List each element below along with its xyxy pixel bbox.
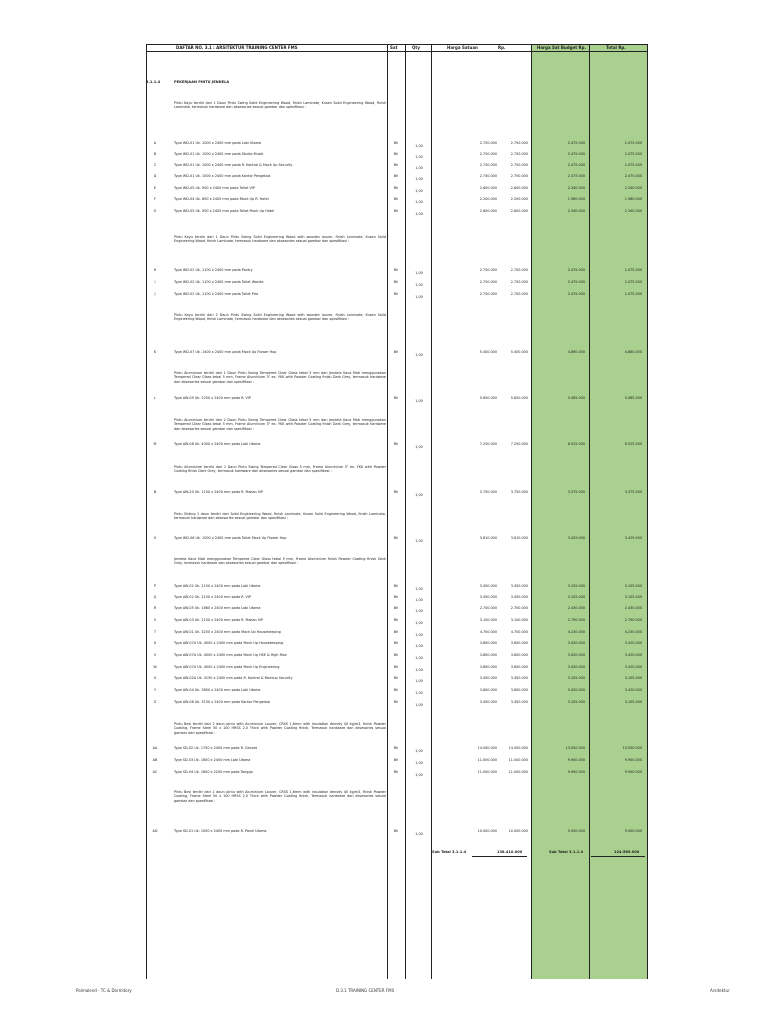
group-description: Pintu Kayu terdiri dari 1 Daun Pintu Swing Solid Engineering Wood, finish Laminate, Kusen Solid Engineering Wood, finish Laminate, termasuk hardware dan aksesories sesuai gambar dan spesifikasi : bbox=[174, 101, 386, 110]
item-sat: Bh bbox=[393, 770, 399, 774]
item-code: I bbox=[154, 280, 156, 284]
item-vol: 1,00 bbox=[415, 633, 423, 637]
item-tot: 3.105.000 bbox=[624, 700, 642, 704]
item-hs: 2.600.000 bbox=[479, 209, 497, 213]
item-hsb: 1.980.000 bbox=[567, 197, 585, 201]
item-tot: 2.475.000 bbox=[624, 174, 642, 178]
item-vol: 1,00 bbox=[415, 679, 423, 683]
item-code: N bbox=[153, 490, 157, 494]
item-sat: Bh bbox=[393, 350, 399, 354]
item-desc: Type WD-06 Uk. 1000 x 2400 mm pada Toilet Mock Up Flower Hop bbox=[174, 536, 287, 540]
item-hsb: 2.340.000 bbox=[567, 209, 585, 213]
item-tot: 3.420.000 bbox=[624, 653, 642, 657]
group-description: Jendela Kaca Mati menggunakan Tempered Clear Glass tebal 5 mm, Frame Aluminium finish Powder Coating finish Dark Grey, termasuk hardware dan aksesories sesuai gambar dan spesifikasi : bbox=[174, 557, 386, 566]
item-code: E bbox=[153, 186, 157, 190]
item-desc: Type WD-04 Uk. 800 x 2400 mm pada Mock Up R. Hotel bbox=[174, 197, 269, 201]
item-hsb: 2.475.000 bbox=[567, 280, 585, 284]
item-rp: 3.800.000 bbox=[510, 653, 528, 657]
item-desc: Type WD-01 Uk. 1000 x 2400 mm pada Kantor Pengelola bbox=[174, 174, 271, 178]
item-rp: 5.650.000 bbox=[510, 396, 528, 400]
item-sat: Bh bbox=[393, 758, 399, 762]
item-hs: 2.600.000 bbox=[479, 186, 497, 190]
item-code: B bbox=[153, 152, 157, 156]
item-hs: 5.650.000 bbox=[479, 396, 497, 400]
item-tot: 3.420.000 bbox=[624, 641, 642, 645]
item-sat: Bh bbox=[393, 396, 399, 400]
item-sat: Bh bbox=[393, 653, 399, 657]
item-code: J bbox=[154, 292, 156, 296]
column-line bbox=[387, 44, 388, 979]
item-rp: 3.450.000 bbox=[510, 595, 528, 599]
item-hs: 3.450.000 bbox=[479, 595, 497, 599]
item-desc: Type WD-07 Uk. 1400 x 2400 mm pada Mock Up Flower Hop bbox=[174, 350, 277, 354]
item-rp: 4.700.000 bbox=[510, 630, 528, 634]
item-hs: 3.800.000 bbox=[479, 641, 497, 645]
item-desc: Type WD-01 Uk. 1000 x 2400 mm pada R. Kontrol & Mock Up Security bbox=[174, 163, 293, 167]
item-rp: 3.450.000 bbox=[510, 584, 528, 588]
item-desc: Type WD-05 Uk. 900 x 2400 mm pada Toilet Mock Up Hotel bbox=[174, 209, 275, 213]
item-rp: 10.000.000 bbox=[508, 829, 528, 833]
item-code: G bbox=[153, 209, 157, 213]
item-hs: 3.450.000 bbox=[479, 676, 497, 680]
item-rp: 3.800.000 bbox=[510, 641, 528, 645]
section-title: PEKERJAAN PINTU JENDELA bbox=[174, 80, 230, 84]
item-tot: 3.420.000 bbox=[624, 665, 642, 669]
column-line bbox=[146, 44, 147, 979]
column-line bbox=[405, 44, 406, 979]
item-hsb: 2.475.000 bbox=[567, 268, 585, 272]
item-code: AB bbox=[152, 758, 158, 762]
item-hsb: 9.000.000 bbox=[567, 829, 585, 833]
item-rp: 11.000.000 bbox=[508, 758, 528, 762]
item-desc: Type AW-07A Uk. 4000 x 2400 mm pada Mock Up Engineering bbox=[174, 665, 280, 669]
item-desc: Type AW-07A Uk. 4000 x 2400 mm pada Mock Up HSE & High Rise bbox=[174, 653, 287, 657]
item-code: AC bbox=[152, 770, 158, 774]
item-code: T bbox=[153, 630, 157, 634]
item-code: Y bbox=[153, 688, 157, 692]
item-tot: 3.105.000 bbox=[624, 676, 642, 680]
item-desc: Type AW-02 Uk. 2150 x 2400 mm pada R. VIP bbox=[174, 595, 251, 599]
header-rp: Rp. bbox=[498, 45, 506, 50]
item-vol: 1,00 bbox=[415, 144, 423, 148]
item-vol: 1,00 bbox=[415, 295, 423, 299]
item-desc: Type AW-20 Uk. 1100 x 2400 mm pada R. Makan VIP bbox=[174, 490, 264, 494]
item-sat: Bh bbox=[393, 197, 399, 201]
item-vol: 1,00 bbox=[415, 749, 423, 753]
item-code: S bbox=[153, 618, 157, 622]
item-vol: 1,00 bbox=[415, 353, 423, 357]
item-tot: 4.860.000 bbox=[624, 350, 642, 354]
item-sat: Bh bbox=[393, 174, 399, 178]
item-rp: 3.450.000 bbox=[510, 676, 528, 680]
item-hs: 2.200.000 bbox=[479, 197, 497, 201]
item-desc: Type AW-02 Uk. 2150 x 2400 mm pada Lobi Utama bbox=[174, 584, 261, 588]
item-tot: 2.790.000 bbox=[624, 618, 642, 622]
item-sat: Bh bbox=[393, 630, 399, 634]
item-hsb: 2.790.000 bbox=[567, 618, 585, 622]
item-vol: 1,00 bbox=[415, 656, 423, 660]
item-hsb: 3.420.000 bbox=[567, 641, 585, 645]
item-tot: 4.230.000 bbox=[624, 630, 642, 634]
item-sat: Bh bbox=[393, 442, 399, 446]
group-description: Pintu Besi terdiri dari 2 daun pintu with Aluminium Louver, CRSS 1,6mm with insulation density 40 kg/m3, finish Powder Coating, Frame Steel 50 x 100 HRSS 2,0 Thick with Powder Coating finish, Termasuk hardware dan aksesories sesuai gambar dan spesifikasi : bbox=[174, 722, 386, 735]
item-hsb: 4.230.000 bbox=[567, 630, 585, 634]
item-rp: 2.200.000 bbox=[510, 197, 528, 201]
item-tot: 9.000.000 bbox=[624, 829, 642, 833]
item-hs: 3.450.000 bbox=[479, 584, 497, 588]
item-vol: 1,00 bbox=[415, 598, 423, 602]
item-desc: Type AW-06 Uk. 3150 x 2400 mm pada Kantor Pengelola bbox=[174, 700, 270, 704]
footer-center: D.3.1 TRAINING CENTER FMS bbox=[336, 988, 395, 993]
item-vol: 1,00 bbox=[415, 166, 423, 170]
item-vol: 1,00 bbox=[415, 621, 423, 625]
item-hsb: 3.420.000 bbox=[567, 688, 585, 692]
item-hs: 2.750.000 bbox=[479, 268, 497, 272]
item-vol: 1,00 bbox=[415, 587, 423, 591]
item-vol: 1,00 bbox=[415, 200, 423, 204]
item-vol: 1,00 bbox=[415, 493, 423, 497]
item-vol: 1,00 bbox=[415, 703, 423, 707]
item-vol: 1,00 bbox=[415, 539, 423, 543]
group-description: Pintu Kayu terdiri dari 1 Daun Pintu Swing Solid Engineering Wood with wooden louver, finish Laminate, Kusen Solid Engineering Wood, finish Laminate, termasuk hardware dan aksesories sesuai gambar dan spesifikasi : bbox=[174, 235, 386, 244]
item-hsb: 9.900.000 bbox=[567, 758, 585, 762]
item-vol: 1,00 bbox=[415, 283, 423, 287]
item-hsb: 2.475.000 bbox=[567, 292, 585, 296]
item-hs: 2.750.000 bbox=[479, 174, 497, 178]
item-rp: 2.750.000 bbox=[510, 163, 528, 167]
item-vol: 1,00 bbox=[415, 177, 423, 181]
subtotal-underline bbox=[472, 856, 527, 857]
item-hsb: 2.430.000 bbox=[567, 606, 585, 610]
item-rp: 7.250.000 bbox=[510, 442, 528, 446]
item-hs: 11.000.000 bbox=[477, 770, 497, 774]
item-tot: 6.525.000 bbox=[624, 442, 642, 446]
column-line bbox=[589, 44, 590, 979]
item-tot: 2.430.000 bbox=[624, 606, 642, 610]
item-desc: Type AW-02A Uk. 3150 x 2400 mm pada R. Kontrol & Mockup Security bbox=[174, 676, 293, 680]
column-line bbox=[531, 44, 532, 979]
item-hs: 2.750.000 bbox=[479, 141, 497, 145]
item-hsb: 3.105.000 bbox=[567, 700, 585, 704]
item-tot: 2.475.000 bbox=[624, 268, 642, 272]
item-sat: Bh bbox=[393, 606, 399, 610]
item-hsb: 3.375.000 bbox=[567, 490, 585, 494]
item-desc: Type SD-04 Uk. 1600 x 2200 mm pada Tangga bbox=[174, 770, 253, 774]
item-tot: 13.050.000 bbox=[622, 746, 642, 750]
item-desc: Type AW-05 Uk. 1860 x 2400 mm pada Lobi Utama bbox=[174, 606, 261, 610]
item-hsb: 3.420.000 bbox=[567, 665, 585, 669]
item-vol: 1,00 bbox=[415, 445, 423, 449]
group-description: Pintu Kayu terdiri dari 2 Daun Pintu Swing Solid Engineering Wood with wooden louver, finish Laminate, Kusen Solid Engineering Wood, finish Laminate, termasuk hardware dan aksesories sesuai gambar dan spesifikasi : bbox=[174, 313, 386, 322]
item-hsb: 2.475.000 bbox=[567, 163, 585, 167]
item-tot: 3.375.000 bbox=[624, 490, 642, 494]
item-hs: 5.400.000 bbox=[479, 350, 497, 354]
item-rp: 2.750.000 bbox=[510, 280, 528, 284]
item-code: A bbox=[153, 141, 157, 145]
section-code: 3.1.1.4 bbox=[146, 80, 161, 84]
item-vol: 1,00 bbox=[415, 399, 423, 403]
item-rp: 3.800.000 bbox=[510, 665, 528, 669]
item-sat: Bh bbox=[393, 641, 399, 645]
item-desc: Type AW-03 Uk. 2150 x 2400 mm pada R. Makan VIP bbox=[174, 618, 264, 622]
item-tot: 2.475.000 bbox=[624, 152, 642, 156]
item-rp: 2.600.000 bbox=[510, 186, 528, 190]
item-vol: 1,00 bbox=[415, 691, 423, 695]
item-tot: 2.340.000 bbox=[624, 186, 642, 190]
item-tot: 3.420.000 bbox=[624, 688, 642, 692]
group-description: Pintu Aluminium terdiri dari 1 Daun Pintu Swing Tempered Clear Glass tebal 5 mm dan Jendela Kaca Mati menggunakan Tempered Clear Glass tebal 5 mm, Frame Aluminium 3" ex. YKK with Powder Coating finish Dark Grey, termasuk hardware dan aksesories sesuai gambar dan spesifikasi : bbox=[174, 371, 386, 384]
item-rp: 5.400.000 bbox=[510, 350, 528, 354]
item-hsb: 3.420.000 bbox=[567, 653, 585, 657]
item-code: H bbox=[153, 268, 157, 272]
item-tot: 2.475.000 bbox=[624, 163, 642, 167]
item-code: O bbox=[153, 536, 157, 540]
column-line bbox=[647, 44, 648, 979]
item-desc: Type SD-01 Uk. 1000 x 2400 mm pada R. Panel Utama bbox=[174, 829, 267, 833]
item-rp: 3.750.000 bbox=[510, 490, 528, 494]
item-tot: 9.900.000 bbox=[624, 758, 642, 762]
item-vol: 1,00 bbox=[415, 155, 423, 159]
item-tot: 2.475.000 bbox=[624, 292, 642, 296]
item-hs: 14.500.000 bbox=[477, 746, 497, 750]
subtotal-label: Sub Total 3.1.1.4 bbox=[432, 850, 467, 854]
item-rp: 2.700.000 bbox=[510, 606, 528, 610]
column-line bbox=[431, 44, 432, 979]
item-hs: 3.100.000 bbox=[479, 618, 497, 622]
group-description: Pintu Aluminium terdiri dari 2 Daun Pintu Swing Tempered Clear Glass tebal 5 mm dan Jendela Kaca Mati menggunakan Tempered Clear Glass tebal 5 mm, Frame Aluminium 3" ex. YKK with Powder Coating finish Dark Grey, termasuk hardware dan aksesories sesuai gambar dan spesifikasi : bbox=[174, 418, 386, 431]
item-sat: Bh bbox=[393, 292, 399, 296]
item-hs: 10.000.000 bbox=[477, 829, 497, 833]
item-hsb: 2.475.000 bbox=[567, 152, 585, 156]
item-sat: Bh bbox=[393, 676, 399, 680]
item-rp: 2.750.000 bbox=[510, 141, 528, 145]
item-rp: 3.450.000 bbox=[510, 700, 528, 704]
subtotal-budget-underline bbox=[591, 856, 645, 857]
item-tot: 3.105.000 bbox=[624, 595, 642, 599]
item-hsb: 5.085.000 bbox=[567, 396, 585, 400]
item-code: AA bbox=[152, 746, 158, 750]
item-rp: 2.750.000 bbox=[510, 268, 528, 272]
item-tot: 5.085.000 bbox=[624, 396, 642, 400]
item-vol: 1,00 bbox=[415, 668, 423, 672]
item-tot: 2.475.000 bbox=[624, 280, 642, 284]
item-sat: Bh bbox=[393, 688, 399, 692]
footer-left: Polmalend - TC & Dormitory bbox=[76, 988, 132, 993]
item-code: M bbox=[153, 442, 157, 446]
item-sat: Bh bbox=[393, 829, 399, 833]
item-hs: 3.750.000 bbox=[479, 490, 497, 494]
item-hsb: 3.105.000 bbox=[567, 584, 585, 588]
item-desc: Type SD-02 Uk. 1750 x 2400 mm pada R. Genset bbox=[174, 746, 257, 750]
item-sat: Bh bbox=[393, 595, 399, 599]
item-sat: Bh bbox=[393, 584, 399, 588]
item-code: R bbox=[153, 606, 157, 610]
item-code: C bbox=[153, 163, 157, 167]
item-sat: Bh bbox=[393, 209, 399, 213]
item-hsb: 13.050.000 bbox=[565, 746, 585, 750]
item-sat: Bh bbox=[393, 163, 399, 167]
item-sat: Bh bbox=[393, 141, 399, 145]
item-code: K bbox=[153, 350, 157, 354]
item-hs: 2.750.000 bbox=[479, 292, 497, 296]
item-desc: Type AW-04 Uk. 3800 x 2400 mm pada Lobi Utama bbox=[174, 688, 261, 692]
item-rp: 3.800.000 bbox=[510, 688, 528, 692]
item-desc: Type WD-02 Uk. 1100 x 2400 mm pada Toilet Wanita bbox=[174, 280, 264, 284]
item-sat: Bh bbox=[393, 490, 399, 494]
item-hs: 2.750.000 bbox=[479, 163, 497, 167]
item-vol: 1,00 bbox=[415, 644, 423, 648]
item-code: X bbox=[153, 676, 157, 680]
item-hsb: 9.900.000 bbox=[567, 770, 585, 774]
item-hsb: 4.860.000 bbox=[567, 350, 585, 354]
item-tot: 1.980.000 bbox=[624, 197, 642, 201]
item-desc: Type WD-01 Uk. 1000 x 2400 mm pada Studio Musik bbox=[174, 152, 264, 156]
table-title: DAFTAR NO. 3.1 : ARSITEKTUR TRAINING CENTER FMS bbox=[176, 45, 298, 50]
item-vol: 1,00 bbox=[415, 212, 423, 216]
item-sat: Bh bbox=[393, 280, 399, 284]
item-hs: 3.800.000 bbox=[479, 688, 497, 692]
item-tot: 2.340.000 bbox=[624, 209, 642, 213]
item-rp: 3.100.000 bbox=[510, 618, 528, 622]
item-hs: 3.450.000 bbox=[479, 700, 497, 704]
item-rp: 11.000.000 bbox=[508, 770, 528, 774]
item-hs: 3.810.000 bbox=[479, 536, 497, 540]
item-hs: 11.000.000 bbox=[477, 758, 497, 762]
item-sat: Bh bbox=[393, 746, 399, 750]
item-rp: 2.750.000 bbox=[510, 292, 528, 296]
item-hsb: 3.105.000 bbox=[567, 595, 585, 599]
item-desc: Type WD-01 Uk. 1000 x 2400 mm pada Lobi Utama bbox=[174, 141, 262, 145]
item-desc: Type WD-02 Uk. 1100 x 2400 mm pada Toilet Pria bbox=[174, 292, 259, 296]
item-vol: 1,00 bbox=[415, 832, 423, 836]
header-sat: Sat bbox=[390, 45, 398, 50]
item-sat: Bh bbox=[393, 186, 399, 190]
item-rp: 2.600.000 bbox=[510, 209, 528, 213]
item-sat: Bh bbox=[393, 536, 399, 540]
item-vol: 1,00 bbox=[415, 189, 423, 193]
header-harga-satuan: Harga Satuan bbox=[447, 45, 478, 50]
item-hsb: 2.475.000 bbox=[567, 174, 585, 178]
header-harga-sat-budget: Harga Sat Budget Rp. bbox=[537, 45, 586, 50]
item-rp: 3.810.000 bbox=[510, 536, 528, 540]
item-hsb: 2.340.000 bbox=[567, 186, 585, 190]
item-tot: 3.105.000 bbox=[624, 584, 642, 588]
subtotal-budget-value: 124.569.000 bbox=[614, 850, 640, 854]
item-code: U bbox=[153, 641, 157, 645]
item-sat: Bh bbox=[393, 700, 399, 704]
group-description: Pintu Besi terdiri dari 1 daun pintu with Aluminium Louver, CRSS 1,6mm with insulation density 40 kg/m3, finish Powder Coating, Frame Steel 50 x 100 HRSS 2,0 Thick with Powder Coating finish, Termasuk hardware dan aksesories sesuai gambar dan spesifikasi : bbox=[174, 790, 386, 803]
item-vol: 1,00 bbox=[415, 271, 423, 275]
item-vol: 1,00 bbox=[415, 773, 423, 777]
item-desc: Type AW-07A Uk. 4000 x 2400 mm pada Mock Up Housekeeping bbox=[174, 641, 284, 645]
header-vol: Qty bbox=[412, 45, 420, 50]
item-sat: Bh bbox=[393, 268, 399, 272]
subtotal-value: 138.410.000 bbox=[497, 850, 523, 854]
item-tot: 3.429.000 bbox=[624, 536, 642, 540]
item-hs: 4.700.000 bbox=[479, 630, 497, 634]
item-hs: 7.250.000 bbox=[479, 442, 497, 446]
item-code: V bbox=[153, 653, 157, 657]
item-rp: 14.500.000 bbox=[508, 746, 528, 750]
item-rp: 2.750.000 bbox=[510, 174, 528, 178]
item-hs: 2.750.000 bbox=[479, 280, 497, 284]
header-total: Total Rp. bbox=[606, 45, 626, 50]
item-vol: 1,00 bbox=[415, 609, 423, 613]
item-desc: Type SD-03 Uk. 1600 x 2400 mm Lobi Utama bbox=[174, 758, 251, 762]
item-tot: 9.900.000 bbox=[624, 770, 642, 774]
item-rp: 2.750.000 bbox=[510, 152, 528, 156]
item-hsb: 2.475.000 bbox=[567, 141, 585, 145]
item-hs: 3.800.000 bbox=[479, 665, 497, 669]
footer-right: Arsitektur bbox=[710, 988, 730, 993]
item-tot: 2.475.000 bbox=[624, 141, 642, 145]
item-code: F bbox=[154, 197, 156, 201]
item-hs: 3.800.000 bbox=[479, 653, 497, 657]
item-hsb: 3.105.000 bbox=[567, 676, 585, 680]
item-code: AD bbox=[152, 829, 158, 833]
item-sat: Bh bbox=[393, 618, 399, 622]
group-description: Pintu Sliding 1 daun terdiri dari Solid Engineering Wood, finish Laminate, Kusen Solid Engineering Wood, finish Laminate, termasuk hardware dan aksesories sesuai gambar dan spesifikasi : bbox=[174, 512, 386, 521]
item-hsb: 3.429.000 bbox=[567, 536, 585, 540]
subtotal-budget-label: Sub Total 3.1.1.4 bbox=[549, 850, 584, 854]
item-desc: Type AW-01 Uk. 3250 x 2400 mm pada Mock Up Housekeeping bbox=[174, 630, 281, 634]
item-desc: Type AW-08 Uk. 4000 x 2400 mm pada Lobi Utama bbox=[174, 442, 261, 446]
header-bottom-rule bbox=[146, 51, 647, 52]
item-hs: 2.750.000 bbox=[479, 152, 497, 156]
item-desc: Type AW-09 Uk. 2250 x 2400 mm pada R. VIP bbox=[174, 396, 251, 400]
item-vol: 1,00 bbox=[415, 761, 423, 765]
item-code: D bbox=[153, 174, 157, 178]
item-desc: Type WD-05 Uk. 900 x 2400 mm pada Toilet VIP bbox=[174, 186, 255, 190]
item-hsb: 6.525.000 bbox=[567, 442, 585, 446]
item-sat: Bh bbox=[393, 152, 399, 156]
item-code: L bbox=[154, 396, 156, 400]
item-code: Z bbox=[153, 700, 157, 704]
item-desc: Type WD-02 Uk. 1100 x 2400 mm pada Pantry bbox=[174, 268, 253, 272]
item-code: P bbox=[153, 584, 157, 588]
item-code: W bbox=[153, 665, 157, 669]
item-code: Q bbox=[153, 595, 157, 599]
item-sat: Bh bbox=[393, 665, 399, 669]
group-description: Pintu Aluminium terdiri dari 1 Daun Pintu Swing Tempered Clear Glass 5 mm, Frame Aluminium 3" ex. YKK with Powder Coating finish Dark Grey, termasuk hardware dan aksesories sesuai gambar dan spesifikasi : bbox=[174, 465, 386, 474]
item-hs: 2.700.000 bbox=[479, 606, 497, 610]
